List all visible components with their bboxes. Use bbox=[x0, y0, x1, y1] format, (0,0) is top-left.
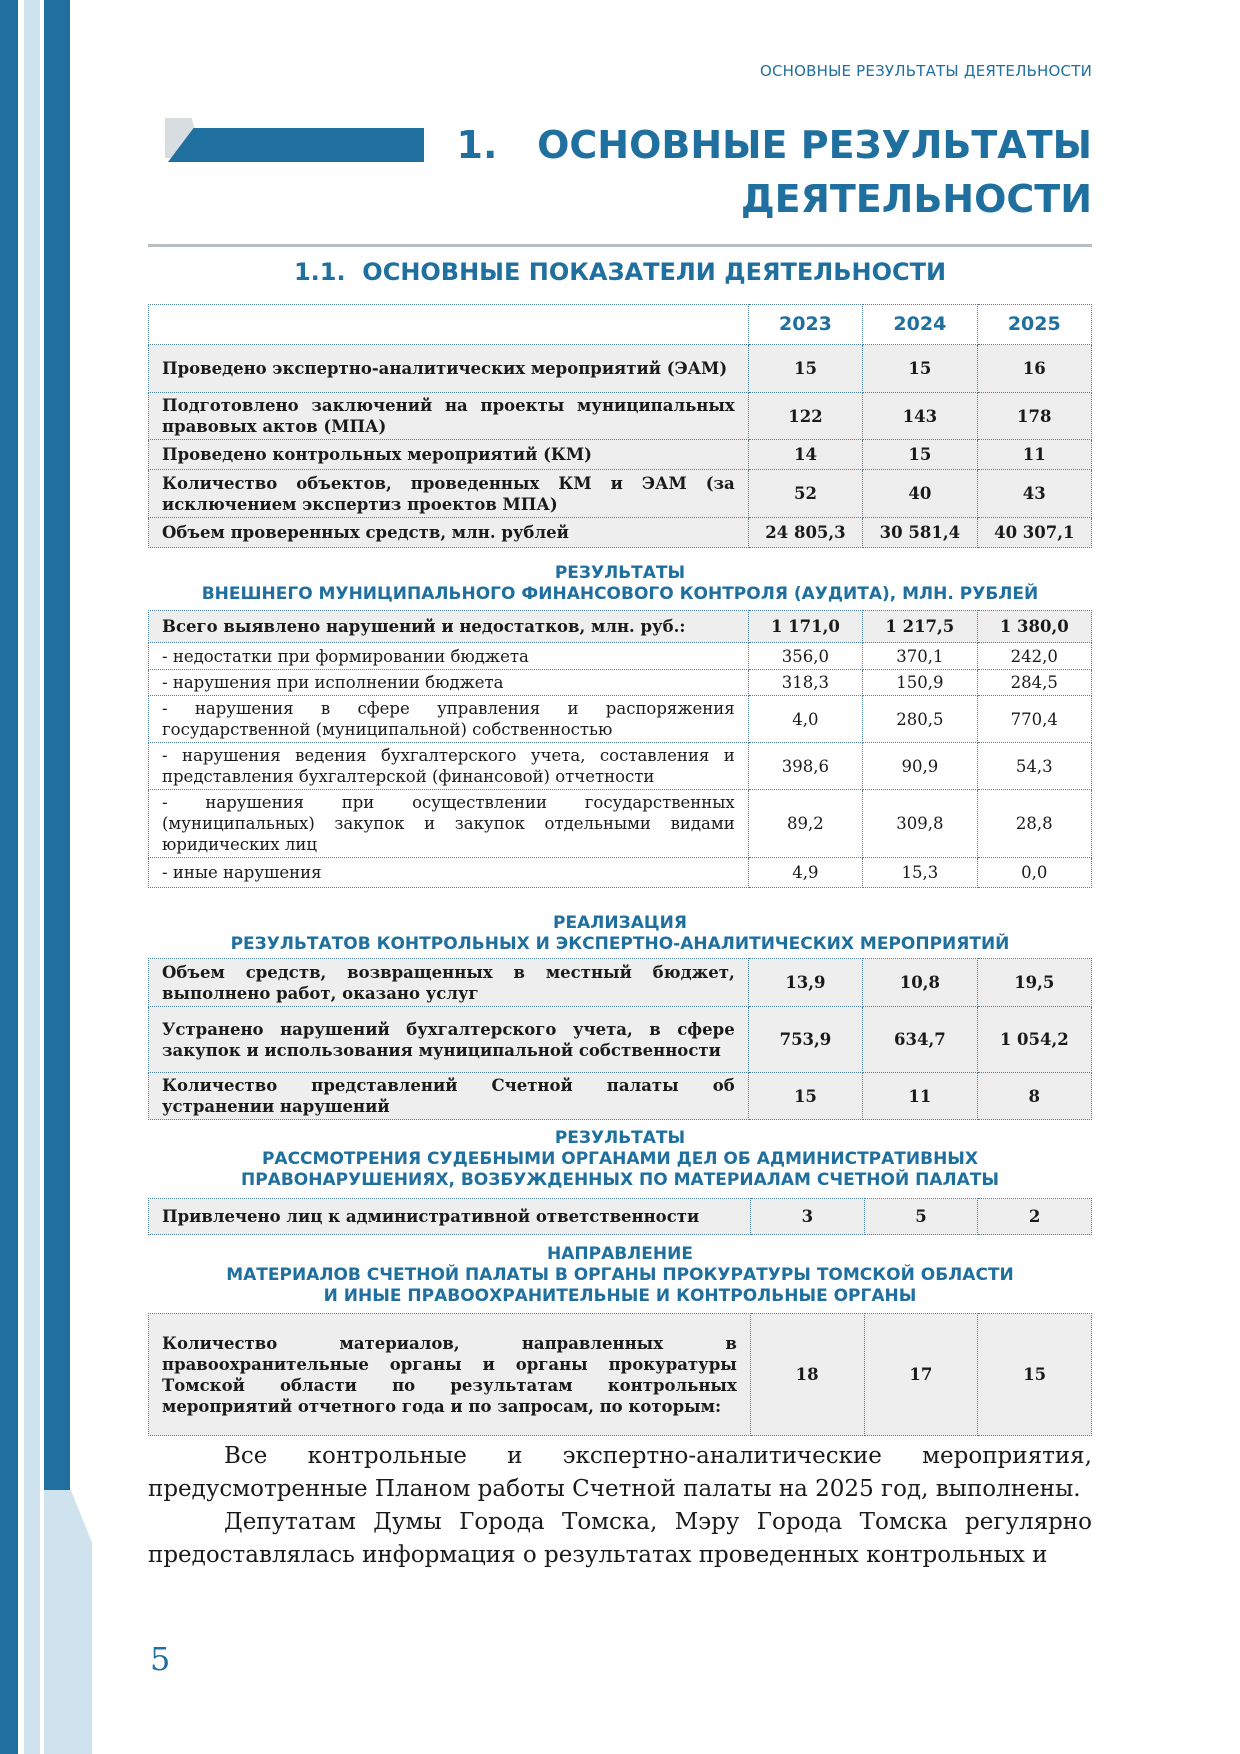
table-row bbox=[149, 1073, 1092, 1120]
row-value: 14 bbox=[748, 440, 862, 470]
row-value: 143 bbox=[863, 393, 977, 440]
realization-heading-line1: РЕАЛИЗАЦИЯ bbox=[553, 913, 687, 933]
row-value: 40 bbox=[863, 470, 977, 518]
row-label: Привлечено лиц к административной ответственности bbox=[149, 1199, 751, 1235]
page-title bbox=[412, 118, 1092, 226]
row-value: 30 581,4 bbox=[863, 518, 977, 548]
body-paragraph: Депутатам Думы Города Томска, Мэру Города Томска регулярно предоставлялась информация о результатах проведенных контрольных и bbox=[148, 1509, 1092, 1568]
page-title-line2: ДЕЯТЕЛЬНОСТИ bbox=[740, 177, 1092, 221]
section-title: 1.1. ОСНОВНЫЕ ПОКАЗАТЕЛИ ДЕЯТЕЛЬНОСТИ bbox=[293, 258, 947, 286]
title-divider bbox=[148, 244, 1092, 247]
row-value: 52 bbox=[748, 470, 862, 518]
row-label: Проведено контрольных мероприятий (КМ) bbox=[149, 440, 749, 470]
row-value: 15 bbox=[748, 1073, 862, 1120]
row-label: - нарушения при исполнении бюджета bbox=[149, 670, 749, 696]
row-label: Проведено экспертно-аналитических мероприятий (ЭАМ) bbox=[149, 345, 749, 393]
row-label: - нарушения при осуществлении государственных (муниципальных) закупок и закупок отдельными видами юридических лиц bbox=[149, 790, 749, 858]
row-value: 753,9 bbox=[748, 1007, 862, 1073]
row-value: 4,9 bbox=[748, 858, 862, 888]
table-row bbox=[149, 393, 1092, 440]
row-value: 1 380,0 bbox=[977, 611, 1091, 643]
row-value: 1 171,0 bbox=[748, 611, 862, 643]
row-value: 150,9 bbox=[863, 670, 977, 696]
table-row bbox=[149, 1007, 1092, 1073]
row-value: 11 bbox=[977, 440, 1091, 470]
row-label: Количество представлений Счетной палаты об устранении нарушений bbox=[149, 1073, 749, 1120]
court-heading-line1: РЕЗУЛЬТАТЫ bbox=[554, 1128, 686, 1148]
table-row bbox=[149, 643, 1092, 670]
row-label: Объем проверенных средств, млн. рублей bbox=[149, 518, 749, 548]
row-value: 54,3 bbox=[977, 743, 1091, 790]
row-value: 318,3 bbox=[748, 670, 862, 696]
row-label: - нарушения в сфере управления и распоряжения государственной (муниципальной) собственностью bbox=[149, 696, 749, 743]
page-title-line1: 1. ОСНОВНЫЕ РЕЗУЛЬТАТЫ bbox=[456, 123, 1092, 167]
row-value: 2 bbox=[978, 1199, 1092, 1235]
audit-results-table bbox=[148, 610, 1092, 888]
row-value: 280,5 bbox=[863, 696, 977, 743]
audit-heading-line1: РЕЗУЛЬТАТЫ bbox=[554, 563, 686, 583]
row-value: 15 bbox=[748, 345, 862, 393]
row-value: 122 bbox=[748, 393, 862, 440]
table-row bbox=[149, 1199, 1092, 1235]
row-value: 5 bbox=[864, 1199, 978, 1235]
row-label: Количество объектов, проведенных КМ и ЭАМ (за исключением экспертиз проектов МПА) bbox=[149, 470, 749, 518]
audit-heading bbox=[148, 563, 1092, 605]
row-value: 8 bbox=[977, 1073, 1091, 1120]
row-label: Устранено нарушений бухгалтерского учета, в сфере закупок и использования муниципальной собственности bbox=[149, 1007, 749, 1073]
court-table bbox=[148, 1198, 1092, 1235]
row-label: - недостатки при формировании бюджета bbox=[149, 643, 749, 670]
row-value: 398,6 bbox=[748, 743, 862, 790]
table-row bbox=[149, 470, 1092, 518]
row-value: 43 bbox=[977, 470, 1091, 518]
left-stripe-main bbox=[44, 0, 70, 1490]
row-value: 15 bbox=[863, 345, 977, 393]
body-text bbox=[148, 1440, 1092, 1572]
row-value: 90,9 bbox=[863, 743, 977, 790]
row-value: 13,9 bbox=[748, 959, 862, 1007]
audit-heading-line2: ВНЕШНЕГО МУНИЦИПАЛЬНОГО ФИНАНСОВОГО КОНТРОЛЯ (АУДИТА), МЛН. РУБЛЕЙ bbox=[201, 584, 1039, 604]
court-heading-line3: ПРАВОНАРУШЕНИЯХ, ВОЗБУЖДЕННЫХ ПО МАТЕРИАЛАМ СЧЕТНОЙ ПАЛАТЫ bbox=[240, 1170, 999, 1190]
page-number: 5 bbox=[150, 1640, 171, 1678]
row-label: - иные нарушения bbox=[149, 858, 749, 888]
row-value: 634,7 bbox=[863, 1007, 977, 1073]
referral-heading bbox=[148, 1244, 1092, 1307]
table-row bbox=[149, 440, 1092, 470]
row-value: 1 054,2 bbox=[977, 1007, 1091, 1073]
row-label: Всего выявлено нарушений и недостатков, млн. руб.: bbox=[149, 611, 749, 643]
left-stripe-outer bbox=[0, 0, 18, 1754]
court-heading-line2: РАССМОТРЕНИЯ СУДЕБНЫМИ ОРГАНАМИ ДЕЛ ОБ АДМИНИСТРАТИВНЫХ bbox=[261, 1149, 979, 1169]
running-header: ОСНОВНЫЕ РЕЗУЛЬТАТЫ ДЕЯТЕЛЬНОСТИ bbox=[759, 62, 1092, 80]
table-row bbox=[149, 1314, 1092, 1436]
table-header-row bbox=[149, 305, 1092, 345]
referral-heading-line2: МАТЕРИАЛОВ СЧЕТНОЙ ПАЛАТЫ В ОРГАНЫ ПРОКУРАТУРЫ ТОМСКОЙ ОБЛАСТИ bbox=[226, 1265, 1014, 1285]
row-value: 89,2 bbox=[748, 790, 862, 858]
row-value: 15 bbox=[978, 1314, 1092, 1436]
row-value: 15 bbox=[863, 440, 977, 470]
main-indicators-table bbox=[148, 304, 1092, 548]
table-row bbox=[149, 959, 1092, 1007]
referral-heading-line1: НАПРАВЛЕНИЕ bbox=[547, 1244, 693, 1264]
row-value: 309,8 bbox=[863, 790, 977, 858]
row-value: 19,5 bbox=[977, 959, 1091, 1007]
table-row bbox=[149, 790, 1092, 858]
row-value: 3 bbox=[751, 1199, 865, 1235]
row-value: 284,5 bbox=[977, 670, 1091, 696]
year-header: 2023 bbox=[748, 305, 862, 345]
row-value: 356,0 bbox=[748, 643, 862, 670]
realization-table bbox=[148, 958, 1092, 1120]
left-stripe-bottom bbox=[44, 1490, 92, 1754]
row-value: 770,4 bbox=[977, 696, 1091, 743]
row-value: 15,3 bbox=[863, 858, 977, 888]
referral-heading-line3: И ИНЫЕ ПРАВООХРАНИТЕЛЬНЫЕ И КОНТРОЛЬНЫЕ ОРГАНЫ bbox=[323, 1286, 917, 1306]
referral-table bbox=[148, 1313, 1092, 1436]
left-stripe-light bbox=[24, 0, 40, 1754]
row-value: 17 bbox=[864, 1314, 978, 1436]
table-row bbox=[149, 696, 1092, 743]
table-row bbox=[149, 670, 1092, 696]
row-value: 40 307,1 bbox=[977, 518, 1091, 548]
realization-heading bbox=[148, 913, 1092, 955]
table-row bbox=[149, 611, 1092, 643]
row-value: 178 bbox=[977, 393, 1091, 440]
table-row bbox=[149, 743, 1092, 790]
row-value: 242,0 bbox=[977, 643, 1091, 670]
row-label: Объем средств, возвращенных в местный бюджет, выполнено работ, оказано услуг bbox=[149, 959, 749, 1007]
row-value: 4,0 bbox=[748, 696, 862, 743]
court-heading bbox=[148, 1128, 1092, 1191]
row-value: 0,0 bbox=[977, 858, 1091, 888]
row-value: 370,1 bbox=[863, 643, 977, 670]
header-empty-cell bbox=[149, 305, 749, 345]
table-row bbox=[149, 518, 1092, 548]
row-value: 11 bbox=[863, 1073, 977, 1120]
table-row bbox=[149, 858, 1092, 888]
row-value: 28,8 bbox=[977, 790, 1091, 858]
table-row bbox=[149, 345, 1092, 393]
row-value: 16 bbox=[977, 345, 1091, 393]
year-header: 2024 bbox=[863, 305, 977, 345]
body-paragraph: Все контрольные и экспертно-аналитические мероприятия, предусмотренные Планом работы Счетной палаты на 2025 год, выполнены. bbox=[148, 1443, 1092, 1502]
realization-heading-line2: РЕЗУЛЬТАТОВ КОНТРОЛЬНЫХ И ЭКСПЕРТНО-АНАЛИТИЧЕСКИХ МЕРОПРИЯТИЙ bbox=[230, 934, 1010, 954]
row-label: Подготовлено заключений на проекты муниципальных правовых актов (МПА) bbox=[149, 393, 749, 440]
row-label: Количество материалов, направленных в правоохранительные органы и органы прокуратуры Томской области по результатам контрольных мероприятий отчетного года и по запросам, по которым: bbox=[149, 1314, 751, 1436]
row-label: - нарушения ведения бухгалтерского учета, составления и представления бухгалтерской (финансовой) отчетности bbox=[149, 743, 749, 790]
row-value: 24 805,3 bbox=[748, 518, 862, 548]
row-value: 18 bbox=[750, 1314, 864, 1436]
row-value: 1 217,5 bbox=[863, 611, 977, 643]
year-header: 2025 bbox=[977, 305, 1091, 345]
title-decoration-blue bbox=[168, 128, 424, 162]
row-value: 10,8 bbox=[863, 959, 977, 1007]
